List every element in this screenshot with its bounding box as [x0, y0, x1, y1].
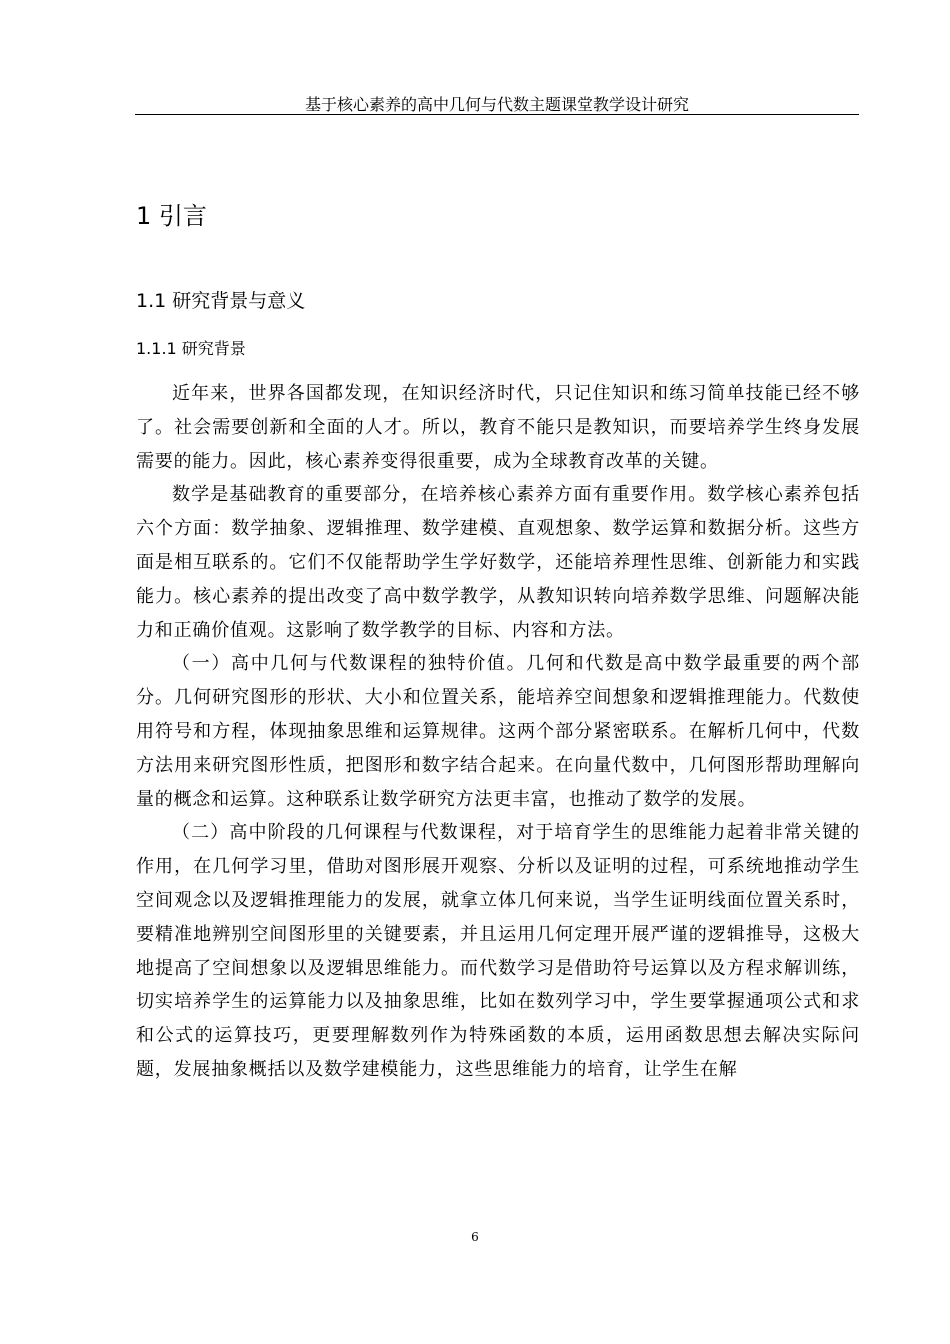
chapter-heading: 1 引言: [136, 202, 207, 231]
section-heading: 1.1 研究背景与意义: [136, 290, 306, 312]
paragraph-1: 近年来，世界各国都发现，在知识经济时代，只记住知识和练习简单技能已经不够了。社会需要创新和全面的人才。所以，教育不能只是教知识，而要培养学生终身发展需要的能力。因此，核心素养变得很重要，成为全球教育改革的关键。: [136, 383, 860, 472]
running-header: 基于核心素养的高中几何与代数主题课堂教学设计研究: [304, 95, 689, 114]
subsection-heading: 1.1.1 研究背景: [136, 339, 246, 358]
paragraph-4: （二）高中阶段的几何课程与代数课程，对于培育学生的思维能力起着非常关键的作用，在几何学习里，借助对图形展开观察、分析以及证明的过程，可系统地推动学生空间观念以及逻辑推理能力的发展，就拿立体几何来说，当学生证明线面位置关系时，要精准地辨别空间图形里的关键要素，并且运用几何定理开展严谨的逻辑推导，这极大地提高了空间想象以及逻辑思维能力。而代数学习是借助符号运算以及方程求解训练，切实培养学生的运算能力以及抽象思维，比如在数列学习中，学生要掌握通项公式和求和公式的运算技巧，更要理解数列作为特殊函数的本质，运用函数思想去解决实际问题，发展抽象概括以及数学建模能力，这些思维能力的培育，让学生在解: [136, 822, 860, 1080]
page-number: 6: [471, 1230, 479, 1244]
paragraph-2: 数学是基础教育的重要部分，在培养核心素养方面有重要作用。数学核心素养包括六个方面：数学抽象、逻辑推理、数学建模、直观想象、数学运算和数据分析。这些方面是相互联系的。它们不仅能帮助学生学好数学，还能培养理性思维、创新能力和实践能力。核心素养的提出改变了高中数学教学，从教知识转向培养数学思维、问题解决能力和正确价值观。这影响了数学教学的目标、内容和方法。: [136, 484, 860, 641]
body-text: [136, 377, 860, 1087]
header-rule: [135, 114, 859, 115]
paragraph-3: （一）高中几何与代数课程的独特价值。几何和代数是高中数学最重要的两个部分。几何研究图形的形状、大小和位置关系，能培养空间想象和逻辑推理能力。代数使用符号和方程，体现抽象思维和运算规律。这两个部分紧密联系。在解析几何中，代数方法用来研究图形性质，把图形和数字结合起来。在向量代数中，几何图形帮助理解向量的概念和运算。这种联系让数学研究方法更丰富，也推动了数学的发展。: [136, 653, 860, 810]
